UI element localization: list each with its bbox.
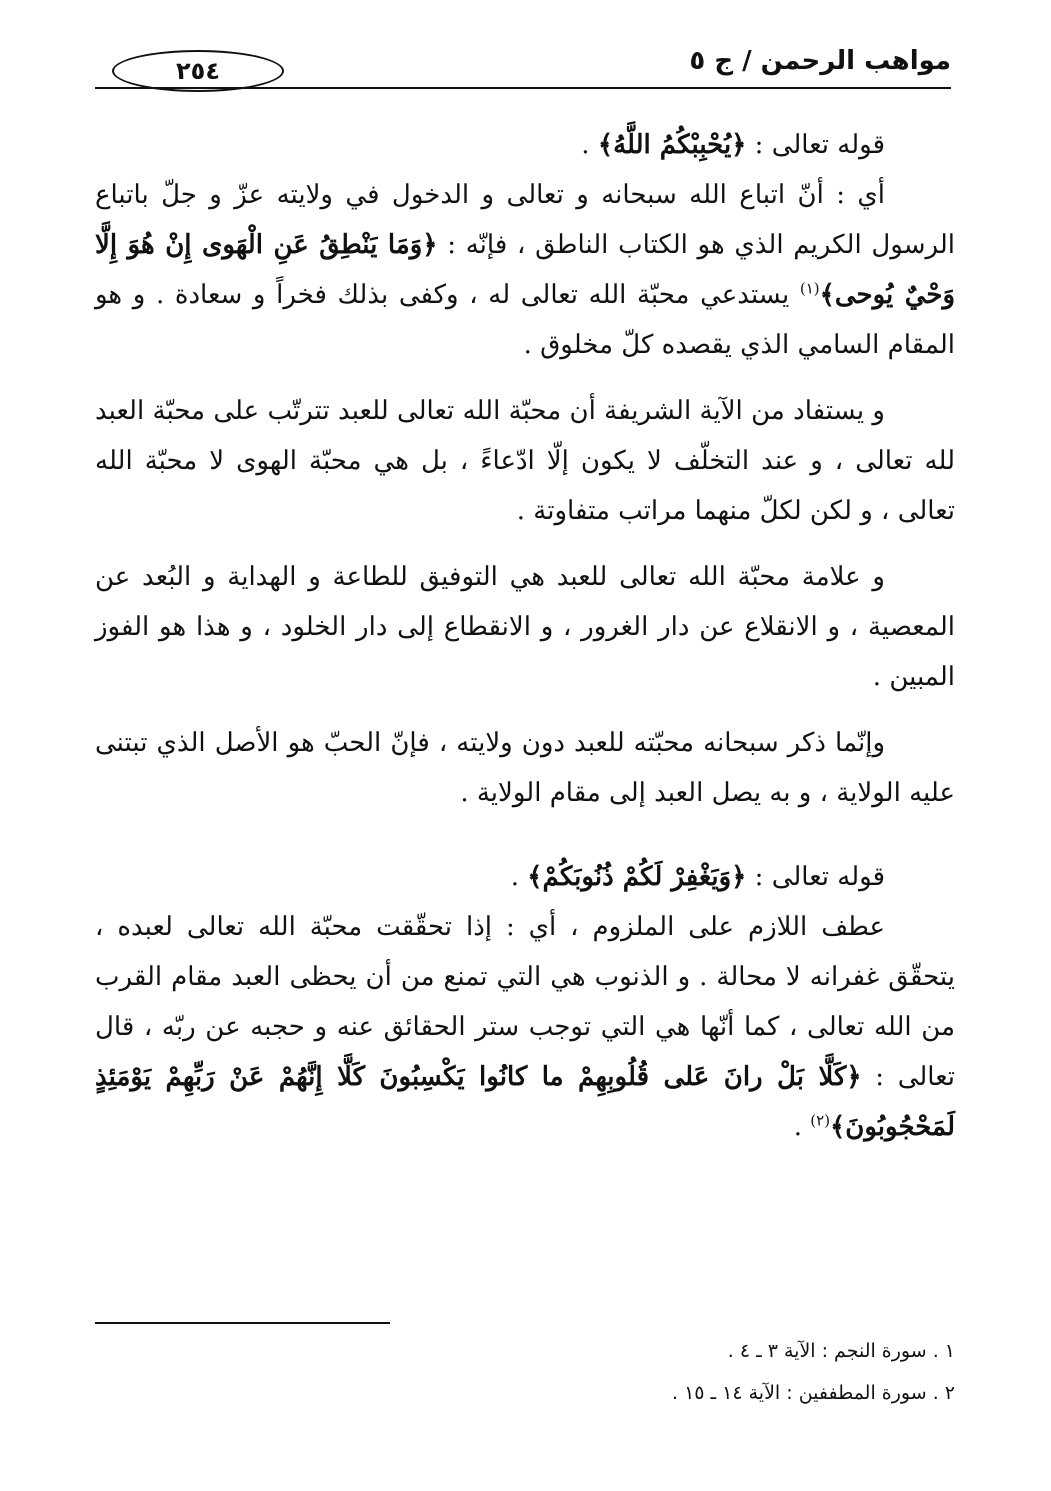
page-header xyxy=(95,40,951,90)
text-run: و علامة محبّة الله تعالى للعبد هي التوفيق للطاعة و الهداية و البُعد عن المعصية ، و الانقلاع عن دار الغرور ، و الانقطاع إلى دار الخلود ، و هذا هو الفوز المبين . xyxy=(95,562,955,692)
paragraph xyxy=(95,852,955,902)
quran-quote: ﴿يُحْبِبْكُمُ اللَّهُ﴾ xyxy=(597,130,747,160)
text-run: . xyxy=(793,1112,811,1142)
paragraph xyxy=(95,552,955,702)
paragraph xyxy=(95,170,955,370)
page-number: ٢٥٤ xyxy=(112,50,284,92)
quran-quote: ﴿وَيَغْفِرْ لَكُمْ ذُنُوبَكُمْ﴾ xyxy=(527,862,747,892)
footnote-ref: (١) xyxy=(799,279,820,298)
footnote-rule xyxy=(95,1322,390,1324)
text-run: أي : أنّ اتباع الله سبحانه و تعالى و الدخول في ولايته عزّ و جلّ باتباع الرسول الكريم الذي هو الكتاب الناطق ، فإنّه : xyxy=(95,180,955,260)
text-run: وإنّما ذكر سبحانه محبّته للعبد دون ولايته ، فإنّ الحبّ هو الأصل الذي تبتنى عليه الولاية ، و به يصل العبد إلى مقام الولاية . xyxy=(95,728,955,808)
running-title: مواهب الرحمن / ج ٥ xyxy=(689,46,951,76)
footnote-1: ١ . سورة النجم : الآية ٣ ـ ٤ . xyxy=(727,1340,955,1362)
text-run: و يستفاد من الآية الشريفة أن محبّة الله تعالى للعبد تترتّب على محبّة العبد لله تعالى ، و عند التخلّف لا يكون إلّا ادّعاءً ، بل هي محبّة الهوى لا محبّة الله تعالى ، و لكن لكلّ منهما مراتب متفاوتة . xyxy=(95,396,955,526)
footnote-2: ٢ . سورة المطففين : الآية ١٤ ـ ١٥ . xyxy=(671,1382,955,1404)
header-rule xyxy=(95,87,951,89)
main-text xyxy=(95,120,955,1152)
footnote-ref: (٢) xyxy=(810,1111,831,1130)
text-run: قوله تعالى : xyxy=(746,862,885,892)
text-run: . xyxy=(510,862,528,892)
text-run: يستدعي محبّة الله تعالى له ، وكفى بذلك فخراً و سعادة . و هو المقام السامي الذي يقصده كلّ مخلوق . xyxy=(95,280,955,360)
paragraph xyxy=(95,902,955,1152)
text-run: . xyxy=(581,130,598,160)
quran-quote: ﴿كَلَّا بَلْ رانَ عَلى قُلُوبِهِمْ ما كانُوا يَكْسِبُونَ كَلَّا إِنَّهُمْ عَنْ رَبِّهِمْ يَوْمَئِذٍ لَمَحْجُوبُونَ﴾ xyxy=(95,1062,955,1142)
paragraph xyxy=(95,120,955,170)
text-run: عطف اللازم على الملزوم ، أي : إذا تحقّقت محبّة الله تعالى لعبده ، يتحقّق غفرانه لا محالة . و الذنوب هي التي تمنع من أن يحظى العبد مقام القرب من الله تعالى ، كما أنّها هي التي توجب ستر الحقائق عنه و حجبه عن ربّه ، قال تعالى : xyxy=(95,912,956,1092)
paragraph xyxy=(95,386,955,536)
quran-quote: ﴿وَمَا يَنْطِقُ عَنِ الْهَوى إِنْ هُوَ إِلَّا وَحْيٌ يُوحى﴾ xyxy=(95,230,955,310)
text-run: قوله تعالى : xyxy=(746,130,885,160)
paragraph xyxy=(95,718,955,818)
